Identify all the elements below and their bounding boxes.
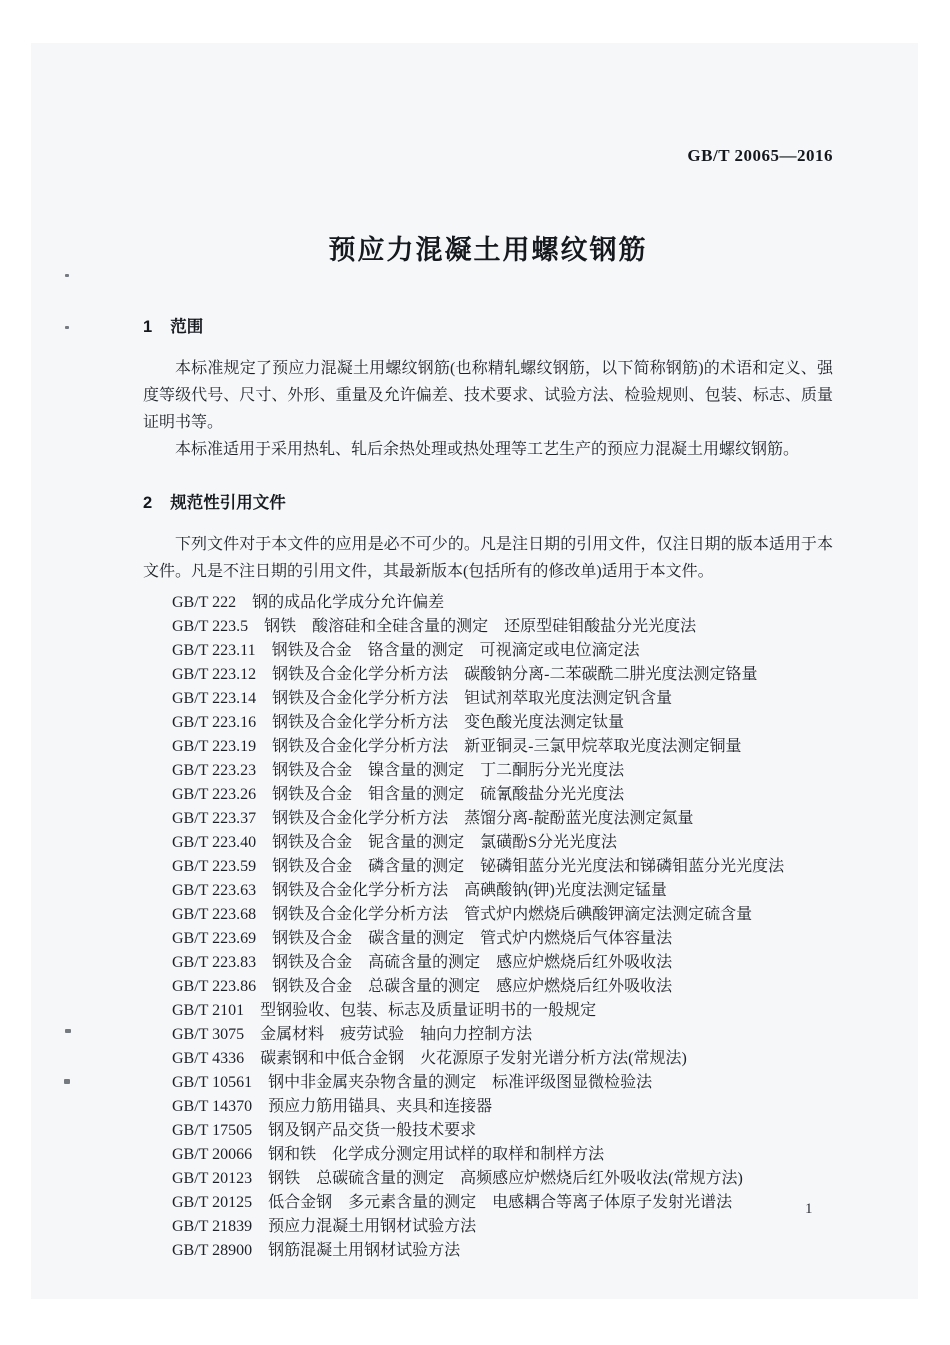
reference-title: 碳素钢和中低合金钢 火花源原子发射光谱分析方法(常规法) — [260, 1050, 687, 1067]
reference-title: 钢铁及合金化学分析方法 管式炉内燃烧后碘酸钾滴定法测定硫含量 — [272, 906, 753, 923]
reference-code: GB/T 223.83 — [172, 954, 257, 971]
reference-code: GB/T 223.37 — [172, 810, 257, 827]
reference-item — [172, 591, 833, 615]
reference-title: 钢铁及合金 高硫含量的测定 感应炉燃烧后红外吸收法 — [272, 954, 673, 971]
reference-item — [172, 639, 833, 663]
section-2-intro: 下列文件对于本文件的应用是必不可少的。凡是注日期的引用文件，仅注日期的版本适用于本文件。凡是不注日期的引用文件，其最新版本(包括所有的修改单)适用于本文件。 — [143, 536, 833, 580]
reference-title: 钢和铁 化学成分测定用试样的取样和制样方法 — [268, 1146, 605, 1163]
reference-title: 预应力混凝土用钢材试验方法 — [268, 1218, 477, 1235]
scanned-page — [31, 43, 918, 1299]
reference-title: 金属材料 疲劳试验 轴向力控制方法 — [260, 1026, 533, 1043]
scan-speck — [65, 274, 69, 277]
section-1-title: 范围 — [170, 318, 204, 336]
page-content — [143, 43, 833, 1263]
reference-item — [172, 855, 833, 879]
reference-title: 钢筋混凝土用钢材试验方法 — [268, 1242, 461, 1259]
reference-item — [172, 615, 833, 639]
reference-title: 钢铁及合金 铬含量的测定 可视滴定或电位滴定法 — [271, 642, 640, 659]
reference-item — [172, 1047, 833, 1071]
reference-code: GB/T 223.12 — [172, 666, 257, 683]
reference-item — [172, 807, 833, 831]
reference-code: GB/T 223.5 — [172, 618, 249, 635]
section-2-number: 2 — [143, 494, 153, 512]
reference-item — [172, 1239, 833, 1263]
reference-item — [172, 975, 833, 999]
reference-item — [172, 1071, 833, 1095]
section-2-title: 规范性引用文件 — [170, 494, 286, 512]
reference-code: GB/T 2101 — [172, 1002, 245, 1019]
reference-title: 钢铁及合金化学分析方法 蒸馏分离-靛酚蓝光度法测定氮量 — [272, 810, 694, 827]
reference-item — [172, 1167, 833, 1191]
reference-title: 钢铁及合金 总碳含量的测定 感应炉燃烧后红外吸收法 — [272, 978, 673, 995]
reference-title: 钢铁及合金化学分析方法 钽试剂萃取光度法测定钒含量 — [272, 690, 673, 707]
reference-code: GB/T 20066 — [172, 1146, 253, 1163]
reference-code: GB/T 14370 — [172, 1098, 253, 1115]
reference-item — [172, 1143, 833, 1167]
reference-title: 钢铁及合金化学分析方法 碳酸钠分离-二苯碳酰二肼光度法测定铬量 — [272, 666, 758, 683]
reference-title: 钢铁及合金化学分析方法 高碘酸钠(钾)光度法测定锰量 — [272, 882, 667, 899]
section-1-number: 1 — [143, 318, 153, 336]
reference-title: 钢的成品化学成分允许偏差 — [252, 594, 445, 611]
reference-item — [172, 999, 833, 1023]
reference-code: GB/T 223.16 — [172, 714, 257, 731]
reference-title: 钢中非金属夹杂物含量的测定 标准评级图显微检验法 — [268, 1074, 653, 1091]
section-1-heading — [143, 313, 833, 337]
section-1-paragraph: 本标准适用于采用热轧、轧后余热处理或热处理等工艺生产的预应力混凝土用螺纹钢筋。 — [175, 441, 800, 458]
reference-item — [172, 879, 833, 903]
section-2-heading — [143, 489, 833, 513]
reference-code: GB/T 20125 — [172, 1194, 253, 1211]
reference-title: 钢铁及合金化学分析方法 新亚铜灵-三氯甲烷萃取光度法测定铜量 — [272, 738, 742, 755]
reference-title: 钢铁及合金 磷含量的测定 铋磷钼蓝分光光度法和锑磷钼蓝分光光度法 — [272, 858, 785, 875]
reference-title: 钢及钢产品交货一般技术要求 — [268, 1122, 477, 1139]
reference-item — [172, 1023, 833, 1047]
reference-code: GB/T 223.63 — [172, 882, 257, 899]
reference-title: 钢铁及合金 钼含量的测定 硫氰酸盐分光光度法 — [272, 786, 625, 803]
section-1-paragraph: 本标准规定了预应力混凝土用螺纹钢筋(也称精轧螺纹钢筋，以下简称钢筋)的术语和定义、强度等级代号、尺寸、外形、重量及允许偏差、技术要求、试验方法、检验规则、包装、标志、质量证明书等。 — [143, 360, 833, 431]
reference-title: 钢铁 总碳硫含量的测定 高频感应炉燃烧后红外吸收法(常规方法) — [268, 1170, 743, 1187]
reference-title: 钢铁及合金 铌含量的测定 氯磺酚S分光光度法 — [272, 834, 618, 851]
reference-item — [172, 831, 833, 855]
reference-title: 低合金钢 多元素含量的测定 电感耦合等离子体原子发射光谱法 — [268, 1194, 733, 1211]
reference-code: GB/T 223.23 — [172, 762, 257, 779]
reference-item — [172, 735, 833, 759]
page-number: 1 — [805, 1201, 813, 1217]
document-title: 预应力混凝土用螺纹钢筋 — [328, 235, 648, 265]
reference-code: GB/T 223.68 — [172, 906, 257, 923]
reference-code: GB/T 28900 — [172, 1242, 253, 1259]
reference-item — [172, 1119, 833, 1143]
reference-code: GB/T 10561 — [172, 1074, 253, 1091]
reference-item — [172, 951, 833, 975]
reference-item — [172, 711, 833, 735]
reference-code: GB/T 20123 — [172, 1170, 253, 1187]
reference-code: GB/T 223.19 — [172, 738, 257, 755]
reference-code: GB/T 223.40 — [172, 834, 257, 851]
reference-code: GB/T 223.26 — [172, 786, 257, 803]
reference-code: GB/T 223.59 — [172, 858, 257, 875]
reference-code: GB/T 4336 — [172, 1050, 245, 1067]
scan-speck — [65, 1029, 71, 1033]
reference-title: 预应力筋用锚具、夹具和连接器 — [268, 1098, 493, 1115]
scan-speck — [65, 326, 69, 329]
reference-code: GB/T 223.86 — [172, 978, 257, 995]
reference-item — [172, 663, 833, 687]
reference-title: 钢铁及合金 镍含量的测定 丁二酮肟分光光度法 — [272, 762, 625, 779]
reference-code: GB/T 223.14 — [172, 690, 257, 707]
reference-item — [172, 1095, 833, 1119]
reference-item — [172, 927, 833, 951]
reference-item — [172, 783, 833, 807]
reference-item — [172, 1191, 833, 1215]
reference-code: GB/T 21839 — [172, 1218, 253, 1235]
scan-speck — [64, 1079, 70, 1084]
reference-code: GB/T 3075 — [172, 1026, 245, 1043]
reference-code: GB/T 223.69 — [172, 930, 257, 947]
reference-title: 钢铁及合金化学分析方法 变色酸光度法测定钛量 — [272, 714, 625, 731]
references-list — [143, 591, 833, 1263]
reference-item — [172, 903, 833, 927]
reference-title: 钢铁 酸溶硅和全硅含量的测定 还原型硅钼酸盐分光光度法 — [264, 618, 697, 635]
reference-code: GB/T 223.11 — [172, 642, 256, 659]
reference-code: GB/T 222 — [172, 594, 237, 611]
reference-item — [172, 687, 833, 711]
reference-code: GB/T 17505 — [172, 1122, 253, 1139]
reference-item — [172, 759, 833, 783]
reference-item — [172, 1215, 833, 1239]
reference-title: 钢铁及合金 碳含量的测定 管式炉内燃烧后气体容量法 — [272, 930, 673, 947]
reference-title: 型钢验收、包装、标志及质量证明书的一般规定 — [260, 1002, 597, 1019]
standard-code: GB/T 20065—2016 — [687, 146, 833, 165]
